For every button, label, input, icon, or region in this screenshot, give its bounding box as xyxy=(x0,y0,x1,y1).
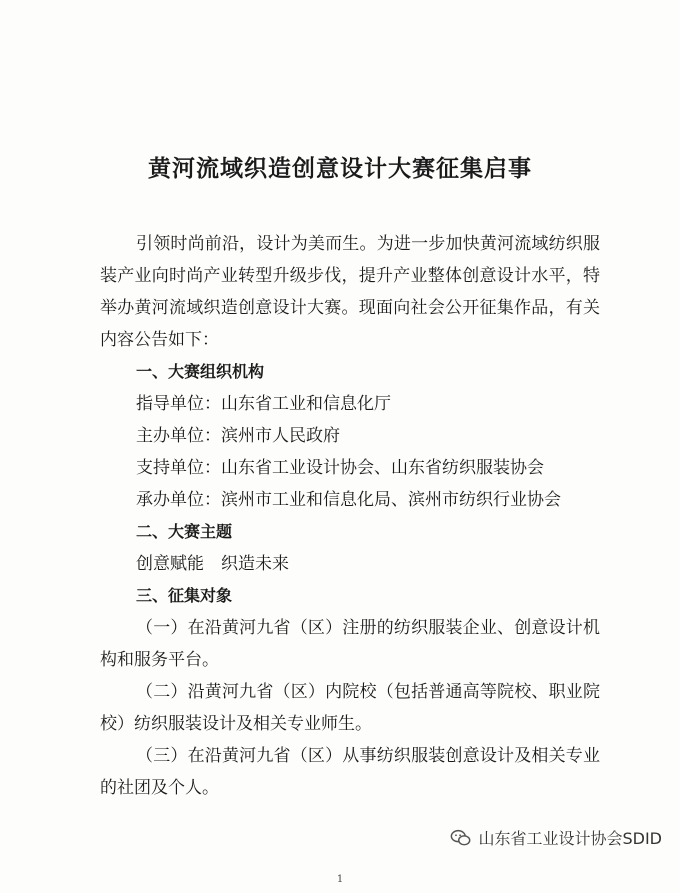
wechat-watermark xyxy=(450,826,662,849)
intro-paragraph: 引领时尚前沿，设计为美而生。为进一步加快黄河流域纺织服装产业向时尚产业转型升级步伐，提升产业整体创意设计水平，特举办黄河流域织造创意设计大赛。现面向社会公开征集作品，有关内容公告如下： xyxy=(100,234,600,350)
target-item-1: （一）在沿黄河九省（区）注册的纺织服装企业、创意设计机构和服务平台。 xyxy=(100,618,600,670)
document-body xyxy=(100,228,600,804)
org-line-organizer: 承办单位：滨州市工业和信息化局、滨州市纺织行业协会 xyxy=(136,490,561,510)
theme-text: 创意赋能 织造未来 xyxy=(136,554,289,574)
section-heading-targets: 三、征集对象 xyxy=(136,586,233,605)
wechat-icon xyxy=(450,827,472,849)
org-line-guidance: 指导单位：山东省工业和信息化厅 xyxy=(136,394,391,414)
org-line-support: 支持单位：山东省工业设计协会、山东省纺织服装协会 xyxy=(136,458,544,478)
org-line-host: 主办单位：滨州市人民政府 xyxy=(136,426,340,446)
target-item-2: （二）沿黄河九省（区）内院校（包括普通高等院校、职业院校）纺织服装设计及相关专业师生。 xyxy=(100,682,600,734)
target-item-3: （三）在沿黄河九省（区）从事纺织服装创意设计及相关专业的社团及个人。 xyxy=(100,746,600,798)
section-heading-theme: 二、大赛主题 xyxy=(136,522,233,541)
section-heading-organization: 一、大赛组织机构 xyxy=(136,362,265,381)
watermark-text: 山东省工业设计协会SDID xyxy=(478,829,662,848)
page-number: 1 xyxy=(336,874,344,885)
document-title: 黄河流域织造创意设计大赛征集启事 xyxy=(148,156,532,182)
